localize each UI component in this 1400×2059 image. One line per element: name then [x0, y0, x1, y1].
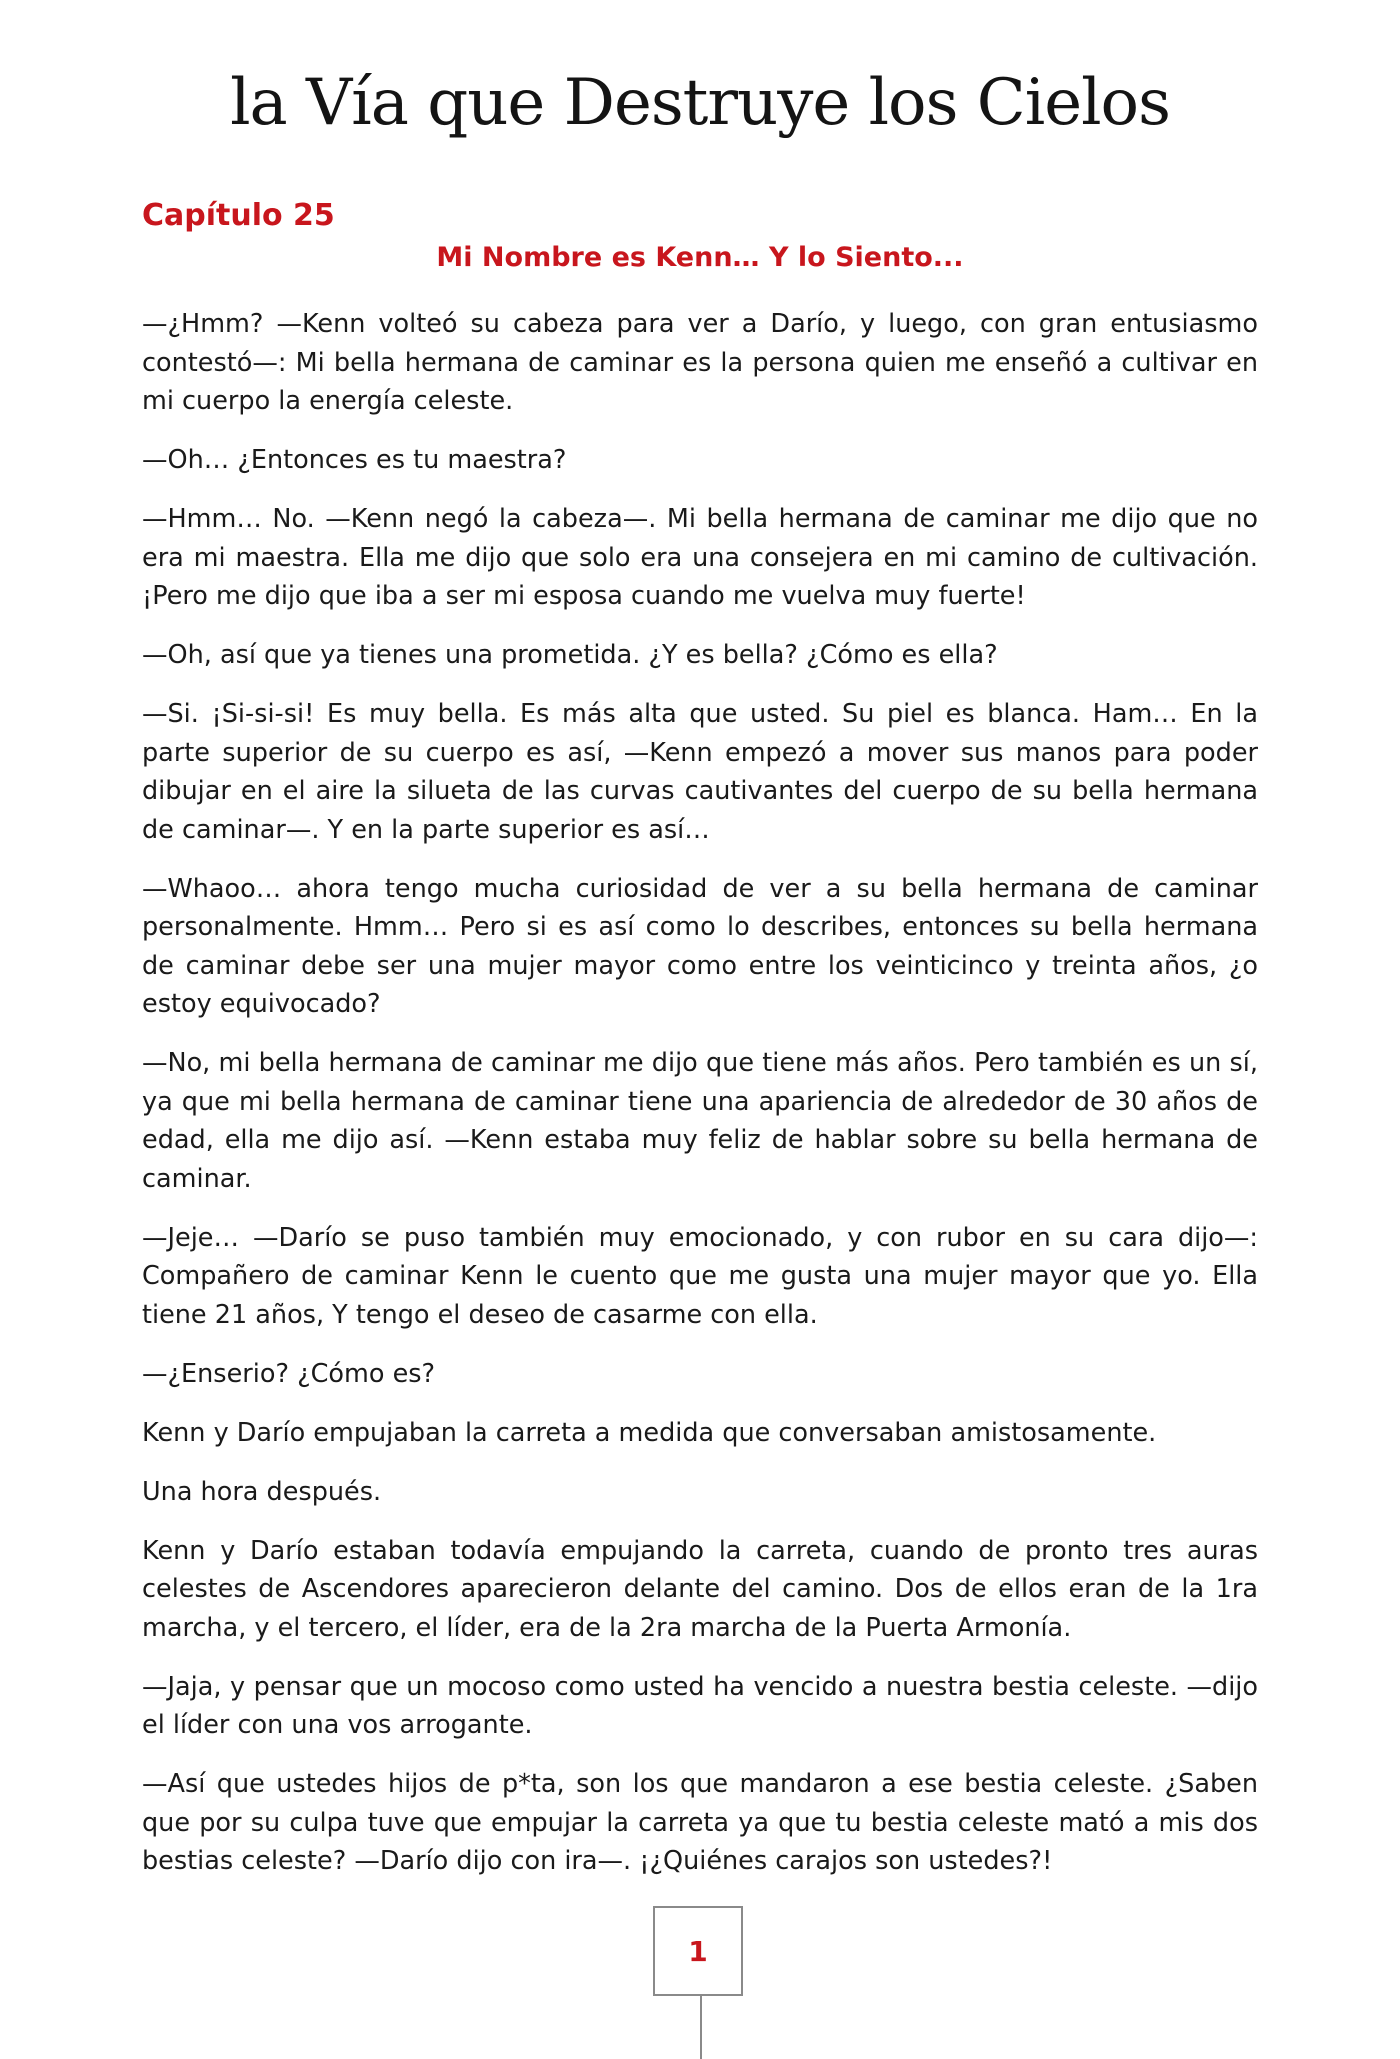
paragraph: —¿Hmm? —Kenn volteó su cabeza para ver a Darío, y luego, con gran entusiasmo contestó—: Mi bella hermana de caminar es la persona quien me enseñó a cultivar en mi cuerpo la energía celeste. — [142, 309, 1258, 416]
paragraph: —¿Enserio? ¿Cómo es? — [142, 1358, 436, 1389]
book-title: la Vía que Destruye los Cielos — [230, 66, 1170, 140]
chapter-title: Mi Nombre es Kenn… Y lo Siento... — [436, 242, 964, 273]
paragraph: Kenn y Darío empujaban la carreta a medida que conversaban amistosamente. — [142, 1417, 1157, 1448]
paragraph: —Así que ustedes hijos de p*ta, son los que mandaron a ese bestia celeste. ¿Saben que por su culpa tuve que empujar la carreta ya que tu bestia celeste mató a mis dos bestias celeste? —Darío dijo con ira—. ¡¿Quiénes carajos son ustedes?! — [142, 1769, 1258, 1876]
body-text — [142, 305, 1258, 1901]
page-number-stem — [700, 1996, 702, 2059]
paragraph: —Oh… ¿Entonces es tu maestra? — [142, 445, 567, 475]
paragraph: —Jeje… —Darío se puso también muy emocionado, y con rubor en su cara dijo—: Compañero de caminar Kenn le cuento que me gusta una mujer mayor que yo. Ella tiene 21 años, Y tengo el deseo de casarme con ella. — [142, 1222, 1258, 1330]
paragraph: —Si. ¡Si-si-si! Es muy bella. Es más alta que usted. Su piel es blanca. Ham… En la parte superior de su cuerpo es así, —Kenn empezó a mover sus manos para poder dibujar en el aire la silueta de las curvas cautivantes del cuerpo de su bella hermana de caminar—. Y en la parte superior es así… — [142, 699, 1258, 845]
page-number-box — [653, 1906, 743, 1996]
paragraph: —Hmm… No. —Kenn negó la cabeza—. Mi bella hermana de caminar me dijo que no era mi maestra. Ella me dijo que solo era una consejera en mi camino de cultivación. ¡Pero me dijo que iba a ser mi esposa cuando me vuelva muy fuerte! — [142, 504, 1258, 611]
paragraph: —Jaja, y pensar que un mocoso como usted ha vencido a nuestra bestia celeste. —dijo el líder con una vos arrogante. — [142, 1671, 1258, 1740]
paragraph: —Oh, así que ya tienes una prometida. ¿Y es bella? ¿Cómo es ella? — [142, 640, 998, 670]
paragraph: Una hora después. — [142, 1476, 382, 1507]
paragraph: —Whaoo… ahora tengo mucha curiosidad de ver a su bella hermana de caminar personalmente. Hmm… Pero si es así como lo describes, entonces su bella hermana de caminar debe ser una mujer mayor como entre los veinticinco y treinta años, ¿o estoy equivocado? — [142, 873, 1258, 1019]
page-number: 1 — [688, 1934, 708, 1968]
chapter-number: Capítulo 25 — [142, 198, 335, 233]
paragraph: —No, mi bella hermana de caminar me dijo que tiene más años. Pero también es un sí, ya que mi bella hermana de caminar tiene una apariencia de alrededor de 30 años de edad, ella me dijo así. —Kenn estaba muy feliz de hablar sobre su bella hermana de caminar. — [142, 1048, 1258, 1194]
paragraph: Kenn y Darío estaban todavía empujando la carreta, cuando de pronto tres auras celestes de Ascendores aparecieron delante del camino. Dos de ellos eran de la 1ra marcha, y el tercero, el líder, era de la 2ra marcha de la Puerta Armonía. — [142, 1535, 1258, 1643]
